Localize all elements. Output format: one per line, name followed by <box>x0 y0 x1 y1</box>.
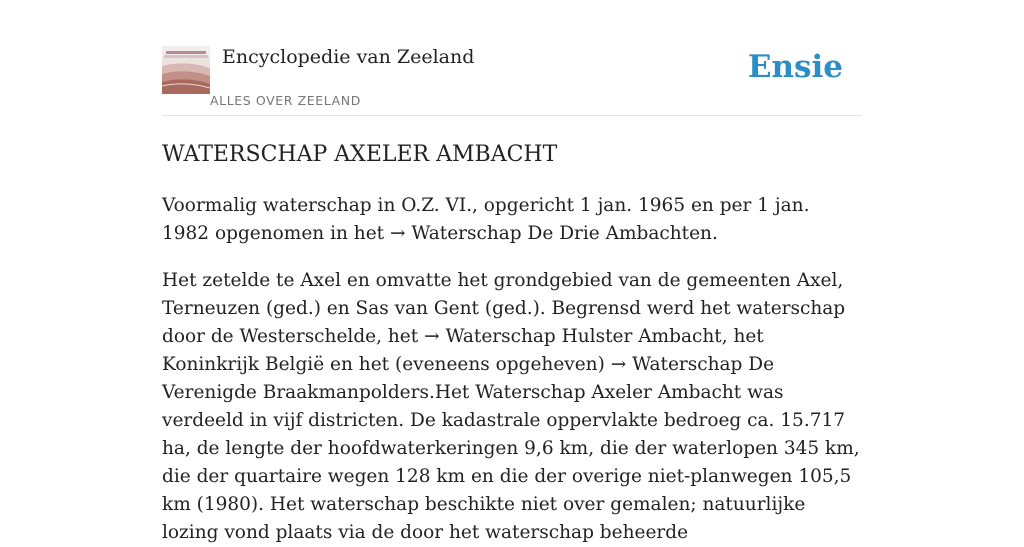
paragraph-2-text-2: , het Koninkrijk België en het (eveneens opgeheven) <box>162 326 764 375</box>
link-waterschap-hulster-ambacht[interactable]: → Waterschap Hulster Ambacht <box>424 326 722 347</box>
paragraph-1 <box>162 192 862 248</box>
paragraph-1-text-2: . <box>711 223 718 244</box>
article <box>162 140 862 547</box>
paragraph-2-text-1: Het zetelde te Axel en omvatte het grondgebied van de gemeenten Axel, Terneuzen (ged.) en Sas van Gent (ged.). Begrensd werd het waterschap door de Westerschelde, het <box>162 270 846 347</box>
link-waterschap-de-drie-ambachten[interactable]: → Waterschap De Drie Ambachten <box>389 223 712 244</box>
site-header <box>162 44 862 116</box>
site-subtitle: ALLES OVER ZEELAND <box>210 93 361 108</box>
paragraph-2 <box>162 267 862 547</box>
paragraph-1-text-1: Voormalig waterschap in O.Z. VI., opgericht 1 jan. 1965 en per 1 jan. 1982 opgenomen in het <box>162 195 810 244</box>
site-title-link[interactable]: Encyclopedie van Zeeland <box>222 46 475 68</box>
book-photo-icon <box>162 46 210 94</box>
article-title: WATERSCHAP AXELER AMBACHT <box>162 142 558 167</box>
site-avatar[interactable] <box>162 46 210 94</box>
paragraph-2-text-3: .Het Waterschap Axeler Ambacht was verdeeld in vijf districten. De kadastrale oppervlakte bedroeg ca. 15.717 ha, de lengte der hoofdwaterkeringen 9,6 km, die der waterlopen 345 km, die der quartaire wegen 128 km en die der overige niet-planwegen 105,5 km (1980). Het waterschap beschikte niet over gemalen; natuurlijke lozing vond plaats via de door het waterschap beheerde <box>162 382 860 543</box>
link-waterschap-de-verenigde-braakmanpolders[interactable]: → Waterschap De Verenigde Braakmanpolders <box>162 354 775 403</box>
ensie-logo-link[interactable]: Ensie <box>747 49 843 85</box>
